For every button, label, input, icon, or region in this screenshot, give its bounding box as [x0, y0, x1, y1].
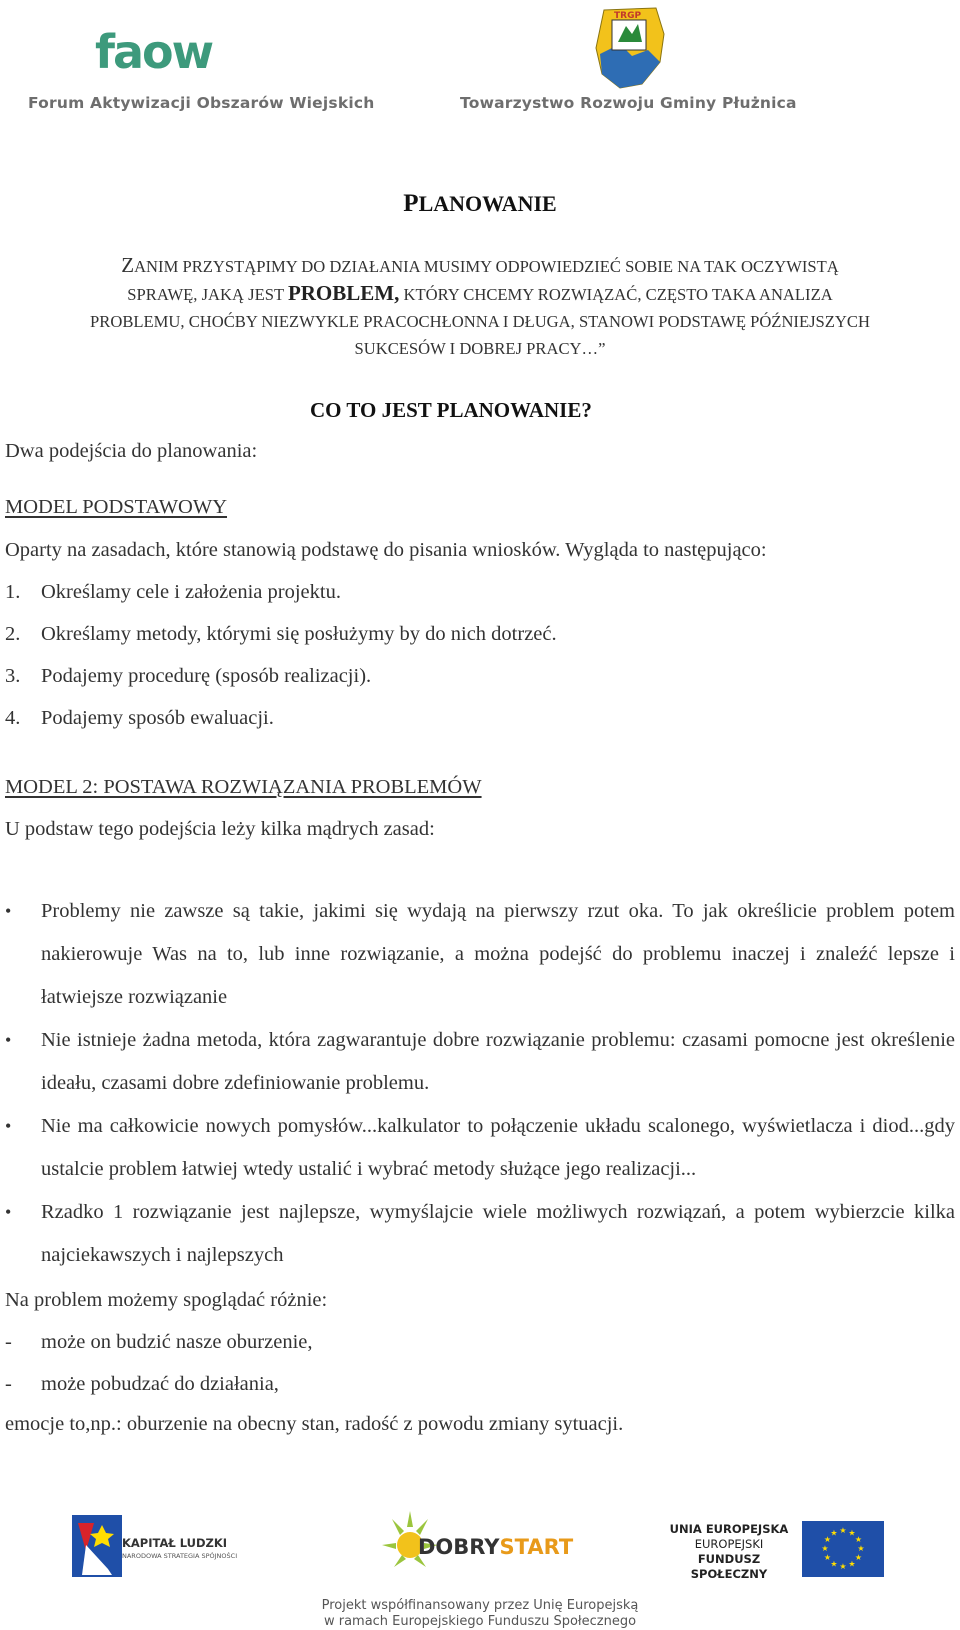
- svg-text:★: ★: [830, 1559, 838, 1569]
- dobrystart-wordmark: [418, 1535, 573, 1559]
- intro-initial: Z: [121, 253, 135, 277]
- bullet-icon: •: [5, 901, 12, 921]
- views-intro: Na problem możemy spoglądać różnie:: [5, 1289, 328, 1311]
- views-item: [5, 1373, 279, 1396]
- approaches-label: Dwa podejścia do planowania:: [5, 440, 258, 462]
- svg-text:★: ★: [854, 1553, 863, 1562]
- dash-marker: -: [5, 1373, 12, 1395]
- cofunding-note: [0, 1598, 960, 1630]
- principles-list: [5, 890, 955, 1277]
- svg-text:★: ★: [854, 1535, 863, 1544]
- dash-marker: -: [5, 1331, 12, 1353]
- intro-text-2: SPRAWĘ, JAKĄ JEST: [127, 285, 288, 304]
- svg-text:★: ★: [830, 1528, 838, 1538]
- svg-text:★: ★: [823, 1535, 832, 1544]
- step-text: Określamy cele i założenia projektu.: [41, 581, 341, 603]
- step-number: 3.: [5, 665, 21, 687]
- eu-label-line: FUNDUSZ SPOŁECZNY: [690, 1552, 768, 1581]
- principle-item: [5, 1019, 955, 1105]
- cofunding-line: Projekt współfinansowany przez Unię Europejską: [321, 1598, 639, 1613]
- model1-step: [5, 665, 371, 688]
- cofunding-line: w ramach Europejskiego Funduszu Społecznego: [323, 1614, 637, 1629]
- step-text: Podajemy procedurę (sposób realizacji).: [41, 665, 372, 687]
- faow-organization-name: Forum Aktywizacji Obszarów Wiejskich: [28, 94, 375, 112]
- views-item-text: może on budzić nasze oburzenie,: [41, 1331, 313, 1353]
- eu-label-line: EUROPEJSKI: [694, 1537, 764, 1551]
- svg-text:★: ★: [839, 1562, 847, 1571]
- principle-text: Nie istnieje żadna metoda, która zagwarantuje dobre rozwiązanie problemu: czasami pomocne jest określenie ideału, czasami dobre zdefiniowanie problemu.: [41, 1029, 955, 1094]
- svg-text:★: ★: [848, 1528, 856, 1538]
- principle-text: Problemy nie zawsze są takie, jakimi się wydają na pierwszy rzut oka. To jak określicie problem potem nakierowuje Was na to, lub inne rozwiązanie, a można podejść do problemu inaczej i znaleźć lepsze i łatwiejsze rozwiązanie: [41, 900, 955, 1008]
- intro-text-3: KTÓRY CHCEMY ROZWIĄZAĆ, CZĘSTO TAKA ANALIZA: [399, 285, 833, 304]
- model1-step: [5, 707, 274, 730]
- step-number: 4.: [5, 707, 21, 729]
- faow-logo-wordmark: faow: [95, 30, 213, 76]
- intro-line-1: [0, 252, 960, 280]
- model1-description: Oparty na zasadach, które stanowią podstawę do pisania wniosków. Wygląda to następująco:: [5, 539, 767, 561]
- principle-item: [5, 1105, 955, 1191]
- svg-text:★: ★: [839, 1526, 847, 1535]
- dobrystart-start: START: [499, 1535, 574, 1559]
- svg-text:★: ★: [823, 1553, 832, 1562]
- step-number: 2.: [5, 623, 21, 645]
- kapital-ludzki-name: KAPITAŁ LUDZKI: [122, 1536, 228, 1550]
- principle-item: [5, 890, 955, 1019]
- model2-intro: U podstaw tego podejścia leży kilka mądrych zasad:: [5, 818, 435, 840]
- model1-step: [5, 581, 341, 604]
- eu-flag-icon: [802, 1521, 884, 1577]
- principle-text: Rzadko 1 rozwiązanie jest najlepsze, wymyślajcie wiele możliwych rozwiązań, a potem wybierzcie kilka najciekawszych i najlepszych: [41, 1201, 955, 1266]
- trgp-emblem: [590, 4, 670, 90]
- eu-label-line: UNIA EUROPEJSKA: [669, 1522, 789, 1536]
- intro-line-2: [0, 280, 960, 308]
- bullet-icon: •: [5, 1116, 12, 1136]
- principle-item: [5, 1191, 955, 1277]
- kapital-ludzki-subtitle: NARODOWA STRATEGIA SPÓJNOŚCI: [122, 1552, 238, 1560]
- step-text: Podajemy sposób ewaluacji.: [41, 707, 274, 729]
- dobrystart-dobry: DOBRY: [418, 1535, 500, 1559]
- intro-line-3: PROBLEMU, CHOĆBY NIEZWYKLE PRACOCHŁONNA I DŁUGA, STANOWI PODSTAWĘ PÓŹNIEJSZYCH: [90, 312, 870, 331]
- bullet-icon: •: [5, 1030, 12, 1050]
- page-title-rest: LANOWANIE: [418, 191, 557, 216]
- faow-logo: [95, 30, 285, 76]
- intro-line-4: SUKCESÓW I DOBREJ PRACY…”: [354, 339, 606, 358]
- intro-problem-word: PROBLEM,: [287, 281, 400, 305]
- principle-text: Nie ma całkowicie nowych pomysłów...kalkulator to połączenie układu scalonego, wyświetlacza i diod...gdy ustalcie problem łatwiej wtedy ustalić i wybrać metody służące jego realizacji...: [41, 1115, 955, 1180]
- views-item-text: może pobudzać do działania,: [41, 1373, 279, 1395]
- kapital-ludzki-icon: [72, 1515, 122, 1577]
- intro-text-1: ANIM PRZYSTĄPIMY DO DZIAŁANIA MUSIMY ODPOWIEDZIEĆ SOBIE NA TAK OCZYWISTĄ: [134, 257, 839, 276]
- model1-heading: MODEL PODSTAWOWY: [5, 496, 228, 518]
- eu-fund-label: [668, 1522, 790, 1582]
- page-title: [0, 190, 960, 218]
- views-item: [5, 1331, 313, 1354]
- bullet-icon: •: [5, 1202, 12, 1222]
- model2-heading: MODEL 2: POSTAWA ROZWIĄZANIA PROBLEMÓW: [5, 776, 482, 798]
- trgp-organization-name: Towarzystwo Rozwoju Gminy Płużnica: [460, 94, 797, 112]
- page-title-initial: P: [403, 190, 419, 217]
- model1-step: [5, 623, 557, 646]
- svg-text:★: ★: [848, 1559, 856, 1569]
- step-number: 1.: [5, 581, 21, 603]
- svg-text:★: ★: [857, 1544, 865, 1553]
- intro-paragraph: [0, 252, 960, 362]
- trgp-emblem-label: TRGP: [614, 11, 642, 21]
- step-text: Określamy metody, którymi się posłużymy by do nich dotrzeć.: [41, 623, 557, 645]
- section-subtitle: CO TO JEST PLANOWANIE?: [310, 398, 592, 422]
- emotions-line: emocje to,np.: oburzenie na obecny stan, radość z powodu zmiany sytuacji.: [5, 1413, 624, 1435]
- svg-text:★: ★: [821, 1544, 829, 1553]
